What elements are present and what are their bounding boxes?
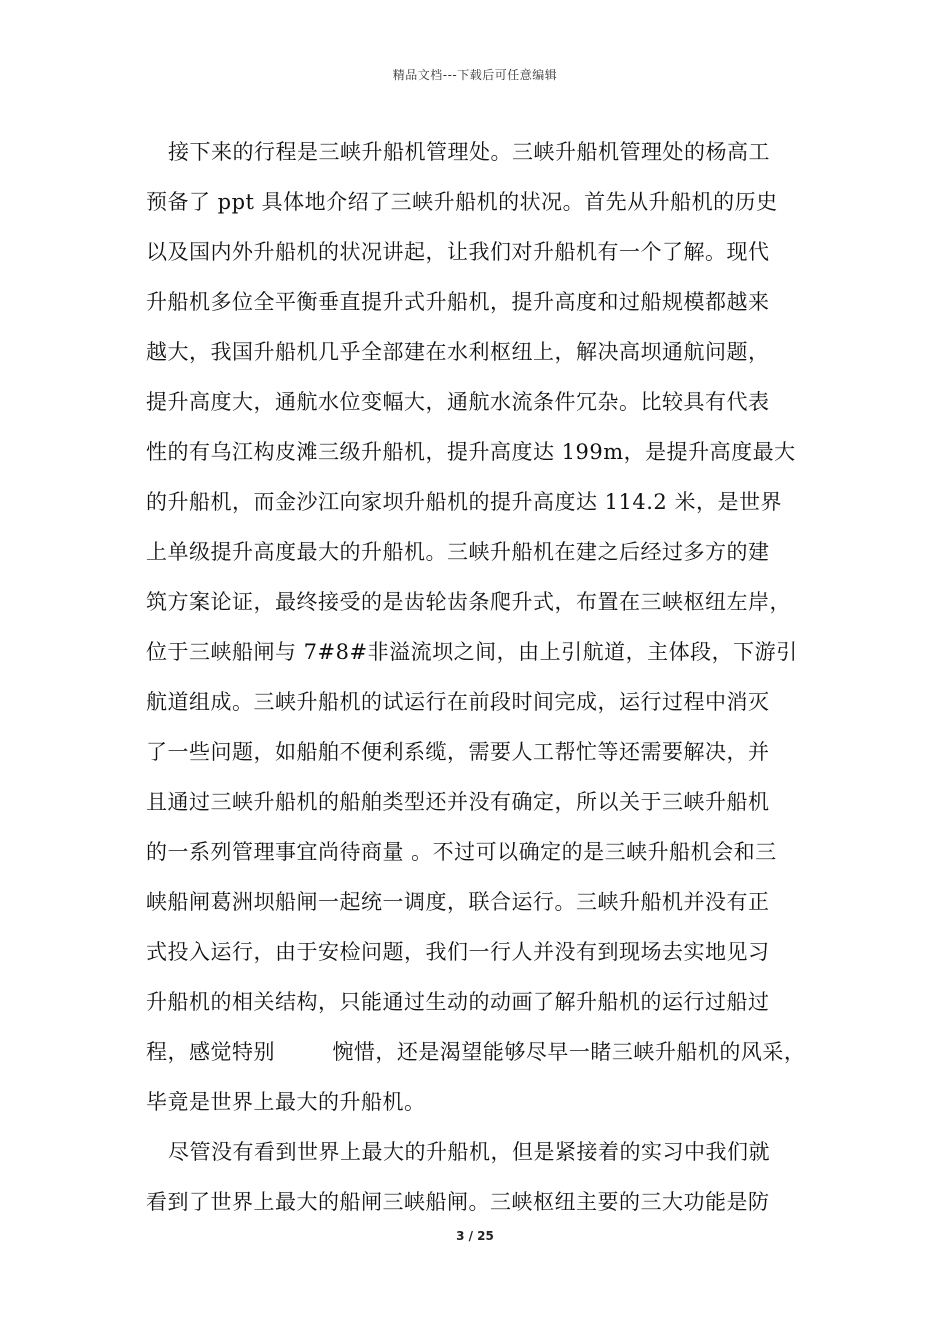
document-body [146, 132, 814, 1232]
paragraph-line: 升船机多位全平衡垂直提升式升船机，提升高度和过船规模都越来 [146, 290, 770, 314]
paragraph-line: 以及国内外升船机的状况讲起，让我们对升船机有一个了解。现代 [146, 240, 770, 264]
paragraph-line: 位于三峡船闸与 7#8#非溢流坝之间，由上引航道，主体段，下游引 [146, 640, 798, 664]
paragraph-line: 看到了世界上最大的船闸三峡船闸。三峡枢纽主要的三大功能是防 [146, 1190, 770, 1214]
paragraph-line: 性的有乌江构皮滩三级升船机，提升高度达 199m，是提升高度最大 [146, 440, 796, 464]
paragraph-line: 程，感觉特别 惋惜，还是渴望能够尽早一睹三峡升船机的风采， [146, 1040, 806, 1064]
paragraph-line: 了一些问题，如船舶不便利系缆，需要人工帮忙等还需要解决，并 [146, 740, 770, 764]
paragraph-line: 筑方案论证，最终接受的是齿轮齿条爬升式，布置在三峡枢纽左岸， [146, 590, 791, 614]
paragraph-line: 式投入运行，由于安检问题，我们一行人并没有到现场去实地见习 [146, 940, 770, 964]
paragraph-1 [146, 132, 814, 1132]
page-number: 3 / 25 [456, 1229, 494, 1243]
paragraph-line: 升船机的相关结构，只能通过生动的动画了解升船机的运行过船过 [146, 990, 770, 1014]
paragraph-2 [146, 1132, 814, 1232]
page-header: 精品文档---下载后可任意编辑 [392, 68, 558, 82]
paragraph-line: 预备了 ppt 具体地介绍了三峡升船机的状况。首先从升船机的历史 [146, 190, 778, 214]
paragraph-line: 毕竟是世界上最大的升船机。 [146, 1090, 426, 1114]
paragraph-line: 且通过三峡升船机的船舶类型还并没有确定，所以关于三峡升船机 [146, 790, 770, 814]
paragraph-line: 越大，我国升船机几乎全部建在水利枢纽上，解决高坝通航问题， [146, 340, 770, 364]
paragraph-line: 峡船闸葛洲坝船闸一起统一调度，联合运行。三峡升船机并没有正 [146, 890, 770, 914]
paragraph-line: 航道组成。三峡升船机的试运行在前段时间完成，运行过程中消灭 [146, 690, 770, 714]
paragraph-line: 上单级提升高度最大的升船机。三峡升船机在建之后经过多方的建 [146, 540, 770, 564]
paragraph-line: 的一系列管理事宜尚待商量 。不过可以确定的是三峡升船机会和三 [146, 840, 777, 864]
paragraph-line: 的升船机，而金沙江向家坝升船机的提升高度达 114.2 米，是世界 [146, 490, 782, 514]
paragraph-line: 尽管没有看到世界上最大的升船机，但是紧接着的实习中我们就 [168, 1140, 770, 1164]
paragraph-line: 接下来的行程是三峡升船机管理处。三峡升船机管理处的杨高工 [168, 140, 770, 164]
paragraph-line: 提升高度大，通航水位变幅大，通航水流条件冗杂。比较具有代表 [146, 390, 770, 414]
